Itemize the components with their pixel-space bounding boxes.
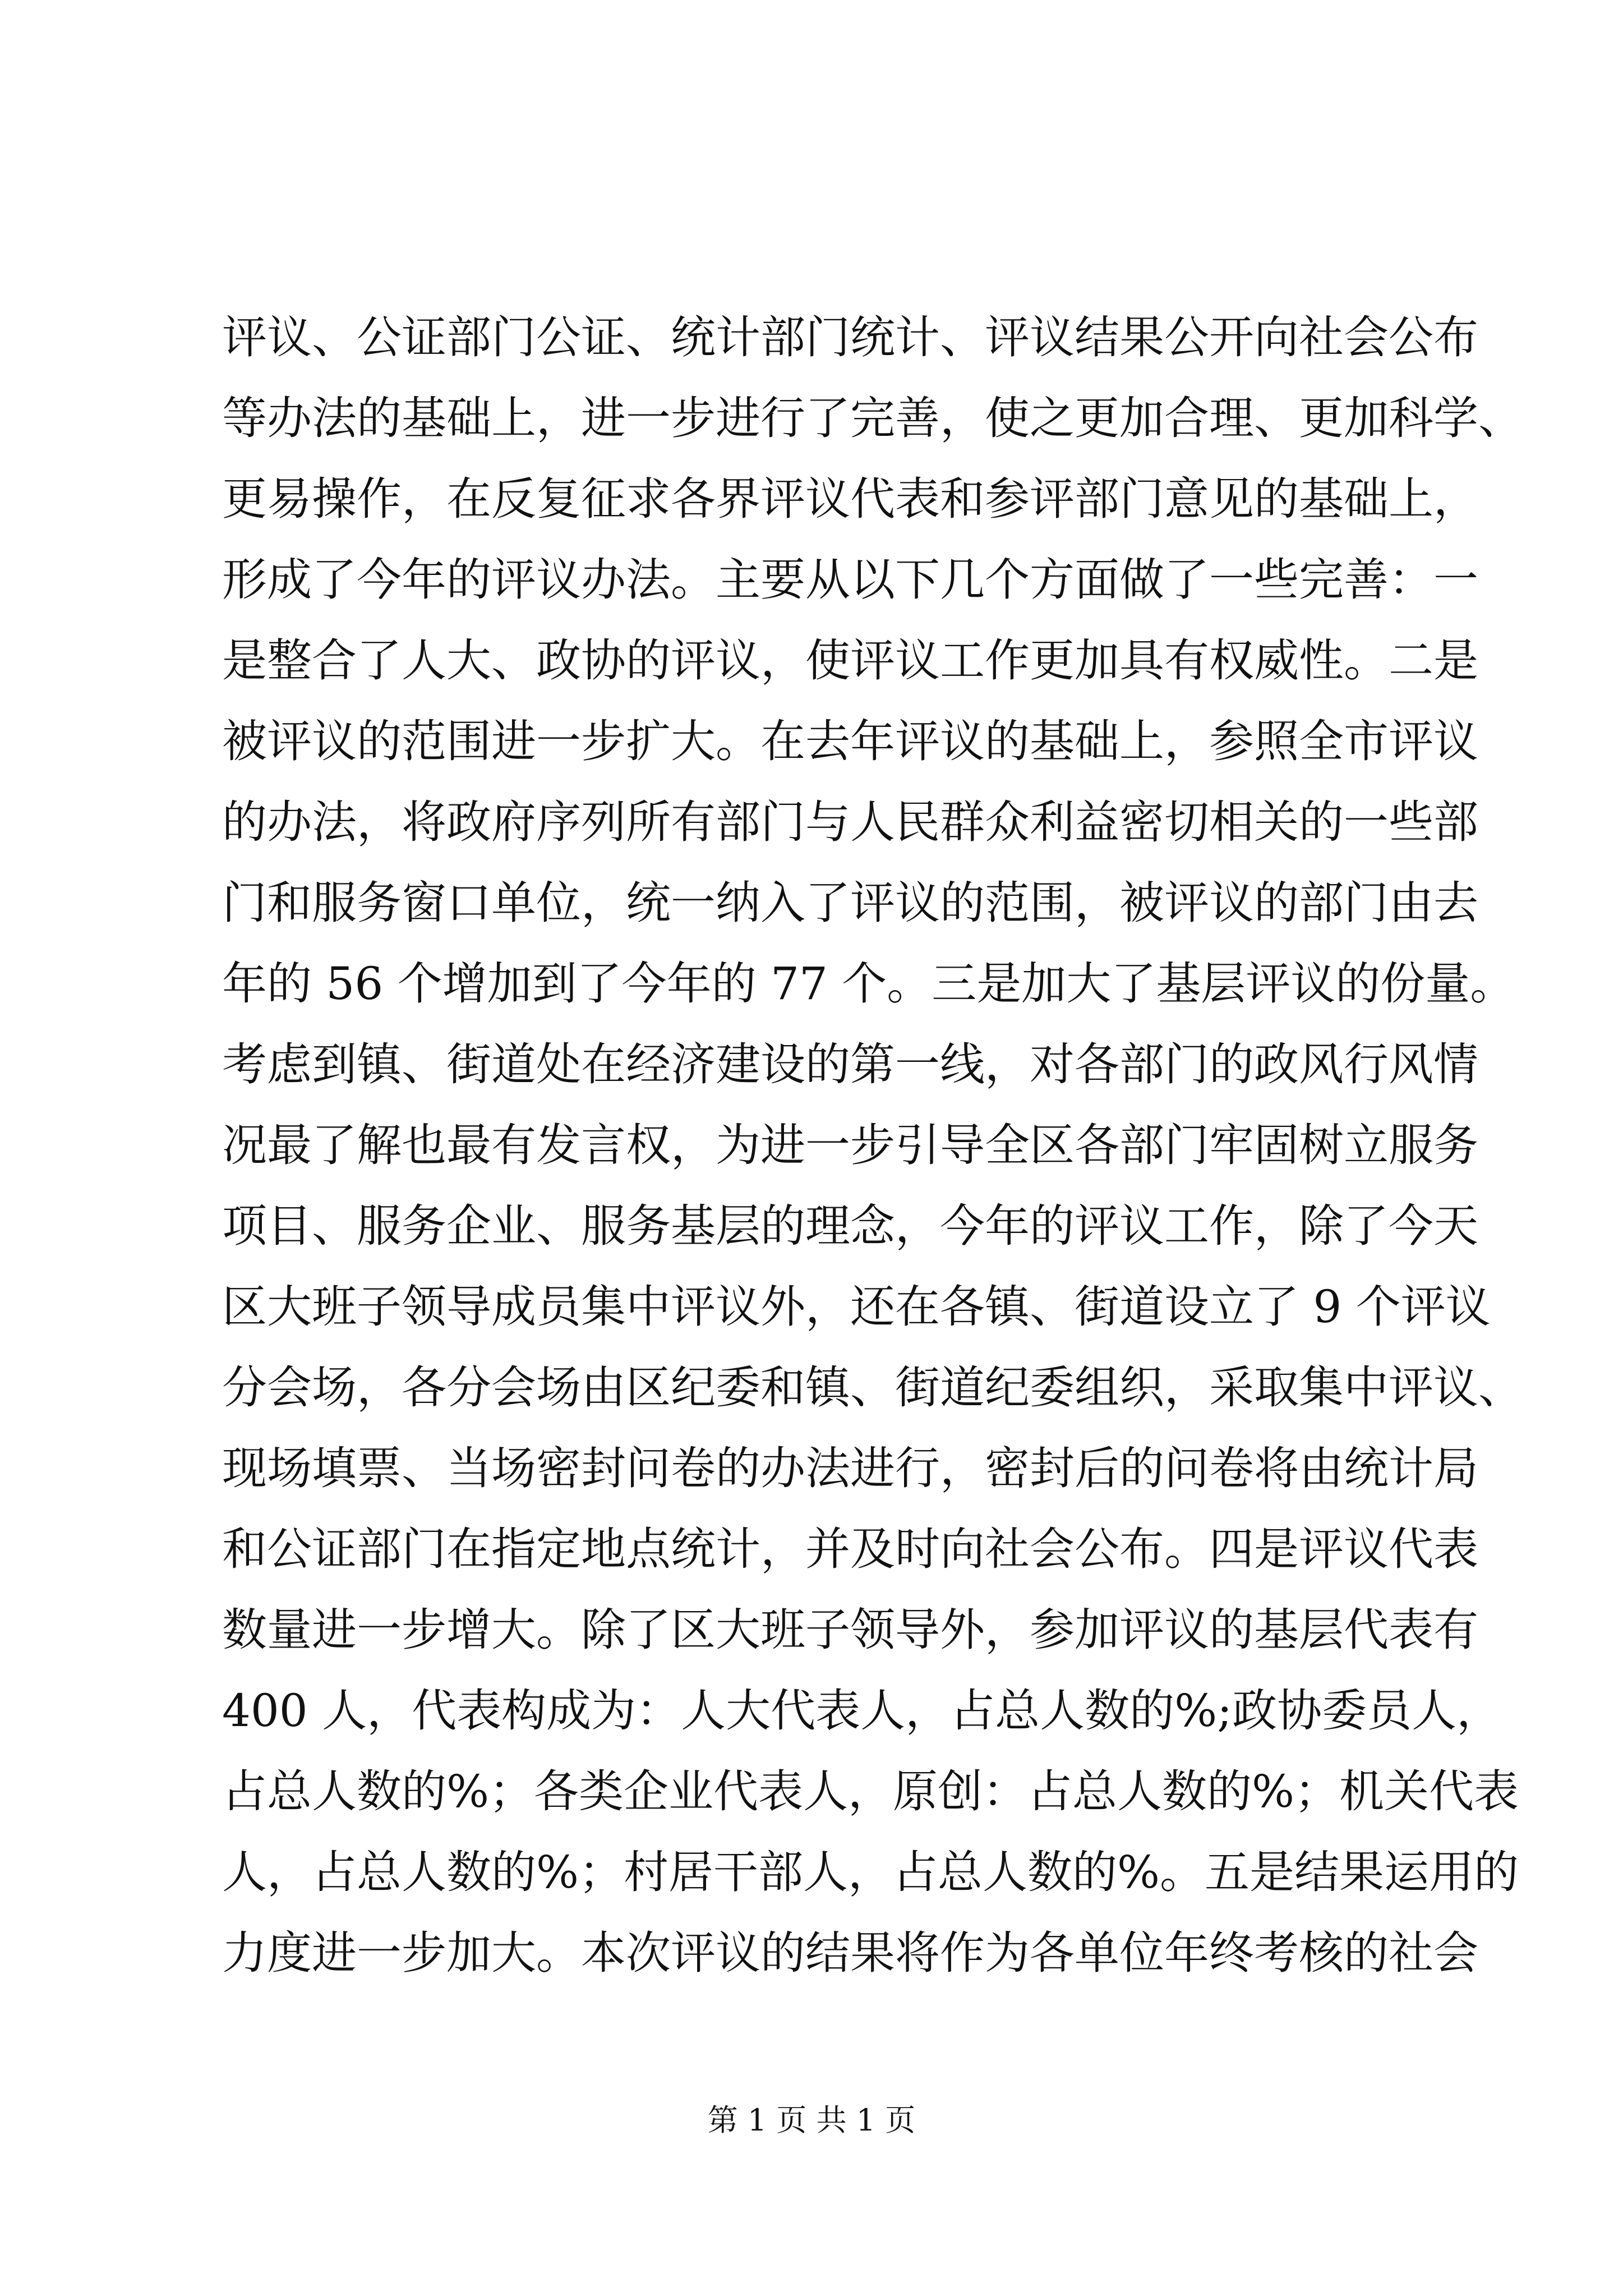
text-line: 被评议的范围进一步扩大。在去年评议的基础上，参照全市评议 [222, 715, 1478, 767]
text-line: 人，占总人数的%；村居干部人，占总人数的%。五是结果运用的 [222, 1846, 1519, 1898]
text-line: 和公证部门在指定地点统计，并及时向社会公布。四是评议代表 [222, 1523, 1478, 1575]
text-line: 更易操作，在反复征求各界评议代表和参评部门意见的基础上， [222, 473, 1478, 525]
text-line: 况最了解也最有发言权，为进一步引导全区各部门牢固树立服务 [222, 1119, 1478, 1171]
page-footer [0, 2098, 1623, 2143]
text-line: 形成了今年的评议办法。主要从以下几个方面做了一些完善：一 [222, 554, 1478, 606]
text-line: 占总人数的%；各类企业代表人，原创：占总人数的%；机关代表 [222, 1765, 1519, 1818]
text-line: 门和服务窗口单位，统一纳入了评议的范围，被评议的部门由去 [222, 877, 1478, 929]
text-line: 项目、服务企业、服务基层的理念，今年的评议工作，除了今天 [222, 1200, 1478, 1252]
text-line: 年的 56 个增加到了今年的 77 个。三是加大了基层评议的份量。 [222, 958, 1515, 1010]
text-line: 等办法的基础上，进一步进行了完善，使之更加合理、更加科学、 [222, 392, 1523, 444]
text-line: 现场填票、当场密封问卷的办法进行，密封后的问卷将由统计局 [222, 1442, 1478, 1494]
text-line: 区大班子领导成员集中评议外，还在各镇、街道设立了 9 个评议 [222, 1281, 1491, 1333]
text-line: 400 人，代表构成为：人大代表人，占总人数的%;政协委员人， [222, 1685, 1502, 1737]
body-text [222, 297, 1523, 1994]
text-line: 分会场，各分会场由区纪委和镇、街道纪委组织，采取集中评议、 [222, 1361, 1523, 1414]
text-line: 评议、公证部门公证、统计部门统计、评议结果公开向社会公布 [222, 311, 1478, 364]
page-number: 第 1 页 共 1 页 [707, 2102, 916, 2138]
text-line: 考虑到镇、街道处在经济建设的第一线，对各部门的政风行风情 [222, 1038, 1478, 1091]
text-line: 力度进一步加大。本次评议的结果将作为各单位年终考核的社会 [222, 1927, 1478, 1979]
text-line: 的办法，将政府序列所有部门与人民群众利益密切相关的一些部 [222, 796, 1478, 848]
text-line: 数量进一步增大。除了区大班子领导外，参加评议的基层代表有 [222, 1604, 1478, 1656]
text-line: 是整合了人大、政协的评议，使评议工作更加具有权威性。二是 [222, 634, 1478, 687]
